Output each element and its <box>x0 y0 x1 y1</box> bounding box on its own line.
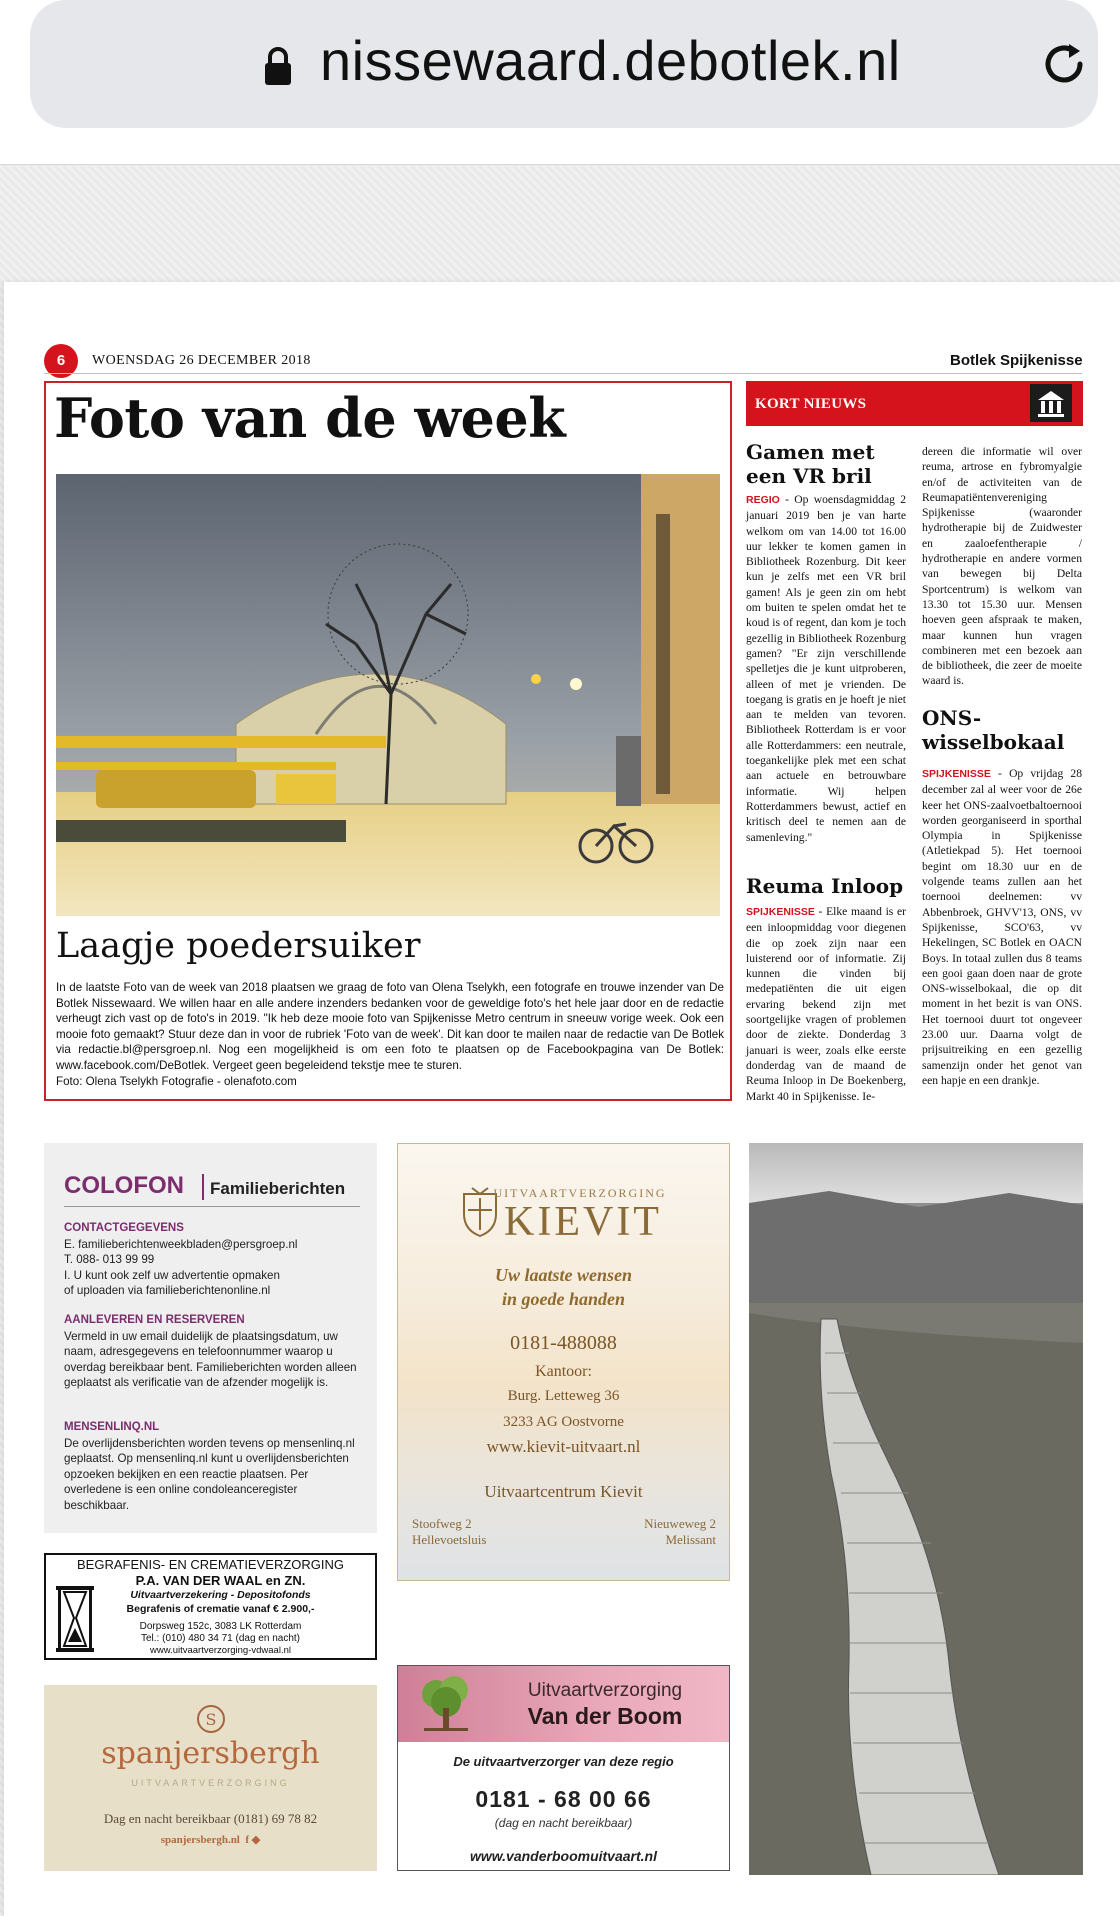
vanderboom-name: Van der Boom <box>527 1703 683 1729</box>
kievit-address2: 3233 AG Oostvorne <box>503 1414 624 1430</box>
colofon-subtitle: Familieberichten <box>210 1179 346 1198</box>
vdwaal-line1: BEGRAFENIS- EN CREMATIEVERZORGING <box>76 1557 344 1572</box>
article-body-ons <box>922 766 1082 1088</box>
contact-info: I. U kunt ook zelf uw advertentie opmaken <box>64 1268 280 1282</box>
article-title-reuma: Reuma Inloop <box>746 874 904 898</box>
kievit-phone: 0181-488088 <box>510 1332 617 1354</box>
kievit-loc-right <box>596 1516 716 1548</box>
contact-phone: T. 088- 013 99 99 <box>64 1253 155 1267</box>
colofon-divider <box>202 1174 204 1200</box>
mensenlinq-body: De overlijdensberichten worden tevens op mensenlinq.nl geplaatst. Op mensenlinq.nl kunt u overlijdensberichten opzoeken bekijken en een reactie plaatsen. Per overledene is een online condoleanceregister beschikbaar. <box>64 1437 355 1512</box>
aanleveren-heading: AANLEVEREN EN RESERVEREN <box>64 1314 245 1326</box>
article-text: - Op vrijdag 28 december zal al weer voor de 26e keer het ONS-zaalvoetbaltoernooi worden georganiseerd in sporthal Olympia in Spijkenisse (Atletiekpad 5). Het toernooi begint om 18.30 uur en de volgende teams zullen aan het toernooi deelnemen: vv Abbenbroek, GHVV'13, ONS, vv Spijkenisse, SCO'63, vv Hekelingen, SC Botlek en OACN Boys. In totaal zullen dus 8 teams een gooi gaan doen naar de grote ONS-wisselbokaal, die op dit moment in het bezit is van ONS. Het toernooi duurt tot ongeveer 23.00 uur. Daarna volgt de prijsuitreiking en een gezellig samenzijn onder het genot van een hapje en een drankje. <box>922 767 1082 1087</box>
spanjersbergh-web-row <box>44 1833 377 1846</box>
kievit-kantoor: Kantoor: <box>535 1363 592 1380</box>
article-title-vr: Gamen met een VR bril <box>746 440 875 488</box>
s-logo-icon <box>196 1704 226 1734</box>
article-text: - Op woensdagmiddag 2 januari 2019 ben je van harte welkom om van 14.00 tot 16.00 uur lekker te komen gamen in Bibliotheek Rozenburg. Dit keer kun je zelfs met een VR bril gamen! Als je geen zin om hebt om buiten te spelen omdat het te koud is of regent, dan kom je toch gezellig in Bibliotheek Rozenburg gamen? "Er zijn verschillende spelletjes die je kunt uitproberen, alleen of met je vrienden. De toegang is gratis en je hoeft je niet aan te melden van tevoren. Bibliotheek Rotterdam is er voor alle Rotterdammers: een neutrale, toegankelijke plek met een schat aan actuele en betrouwbare informatie. Wij helpen Rotterdammers bewust, actief en kritisch deel te nemen aan de samenleving." <box>746 493 906 844</box>
kort-nieuws-label: KORT NIEUWS <box>755 396 867 412</box>
page-section: Botlek Spijkenisse <box>950 352 1083 369</box>
spanjersbergh-phone: Dag en nacht bereikbaar (0181) 69 78 82 <box>103 1811 318 1826</box>
vdwaal-line3: Uitvaartverzekering - Depositofonds <box>130 1589 311 1601</box>
kievit-loc-right-city: Melissant <box>665 1532 716 1547</box>
snow-night-photo <box>56 474 720 916</box>
aanleveren-body: Vermeld in uw email duidelijk de plaatsingsdatum, uw naam, adresgegevens en telefoonnummer waarop u overdag bereikbaar bent. Familieberichten worden alleen geplaatst als verificatie van de afzender mogelijk is. <box>64 1330 357 1390</box>
vdwaal-line4: Begrafenis of crematie vanaf € 2.900,- <box>126 1603 315 1615</box>
boardwalk-photo <box>749 1143 1083 1875</box>
building-icon <box>1030 384 1072 422</box>
facebook-icon[interactable]: f <box>245 1834 250 1846</box>
kievit-loc-right-street: Nieuweweg 2 <box>644 1516 716 1531</box>
contact-details <box>64 1237 364 1299</box>
kievit-centrum: Uitvaartcentrum Kievit <box>484 1482 643 1501</box>
article-text: - Elke maand is er een inloopmiddag voor diegenen die op zoek zijn naar een luisterend oor of informatie. Zij kunnen die vinden bij medepatiënten die uit eigen ervaring bekend zijn met soortgelijke vragen of problemen door de ziekte. Donderdag 3 januari is weer, zoals elke eerste donderdag van de maand de Reuma Inloop in De Boekenberg, Markt 40 in Spijkenisse. Ie- <box>746 905 906 1103</box>
vanderboom-web[interactable]: www.vanderboomuitvaart.nl <box>470 1848 657 1864</box>
vdwaal-name: P.A. VAN DER WAAL en ZN. <box>135 1573 306 1588</box>
vanderboom-line1: Uitvaartverzorging <box>527 1680 683 1701</box>
article-tag: SPIJKENISSE <box>746 906 815 918</box>
colofon-title: COLOFON <box>64 1172 184 1199</box>
browser-toolbar <box>0 0 1120 165</box>
page-date: WOENSDAG 26 DECEMBER 2018 <box>92 353 311 368</box>
article-body-vr <box>746 492 906 845</box>
twitter-icon[interactable]: ◆ <box>251 1834 261 1846</box>
header-rule <box>44 373 1082 374</box>
vanderboom-phone-note: (dag en nacht bereikbaar) <box>494 1816 633 1830</box>
kievit-address1: Burg. Letteweg 36 <box>507 1388 620 1404</box>
contact-upload: of uploaden via familieberichtenonline.nl <box>64 1284 271 1298</box>
article-tag: REGIO <box>746 494 780 506</box>
article-title-ons: ONS-wisselbokaal <box>922 706 1065 754</box>
foto-van-de-week-title: Foto van de week <box>54 386 566 450</box>
tree-icon <box>414 1672 478 1736</box>
article-body-reuma <box>746 904 906 1104</box>
photo-headline: Laagje poedersuiker <box>56 926 421 966</box>
page-number: 6 <box>44 344 78 378</box>
url-text[interactable]: nissewaard.debotlek.nl <box>320 29 901 92</box>
caption-text: In de laatste Foto van de week van 2018 plaatsen we graag de foto van Olena Tselykh, een fotografe en trouwe inzender van De Botlek Nissewaard. We willen haar en alle andere inzenders bedanken voor de geweldige foto's het hele jaar door en de redactie verheugt zich vast op de foto's in 2019. "Ik heb deze mooie foto van Spijkenisse Metro centrum in sneeuw vorige week. Ook een mooie foto gemaakt? Stuur deze dan in voor de rubriek 'Foto van de week'. Dit kan door te mailen naar de redactie van De Botlek via redactie.bl@persgroep.nl. Nog een mogelijkheid is om een foto te plaatsen op de Facebookpagina van De Botlek: www.facebook.com/DeBotlek. Vergeet geen begeleidend tekstje mee te sturen. <box>56 981 724 1072</box>
kievit-loc-left <box>412 1516 532 1548</box>
kievit-slogan1: Uw laatste wensen <box>494 1265 632 1285</box>
contact-heading: CONTACTGEGEVENS <box>64 1222 184 1234</box>
colofon-rule <box>64 1206 360 1207</box>
kievit-tagline: UITVAARTVERZORGING <box>493 1186 667 1200</box>
kievit-slogan2: in goede handen <box>501 1289 625 1309</box>
article-body-reuma-continued: dereen die informatie wil over reuma, artrose en fybromyalgie en/of de activiteiten van de Reumapatiëntenvereniging Spijkenisse (waaronder hydrotherapie bij de Zuidwester en zaaloefentherapie / hydrotherapie en andere vormen van bewegen bij Delta Sportcentrum) is welkom van 13.30 tot 15.30 uur. Mensen hoeven geen afspraak te maken, maar kunnen hun vragen combineren met een bezoek aan de bibliotheek, die zeer de moeite waard is. <box>922 445 1082 688</box>
article-tag: SPIJKENISSE <box>922 768 991 780</box>
vdwaal-web[interactable]: www.uitvaartverzorging-vdwaal.nl <box>150 1645 291 1656</box>
address-bar[interactable] <box>30 0 1098 128</box>
spanjersbergh-web[interactable]: spanjersbergh.nl <box>160 1834 240 1846</box>
photo-credit: Foto: Olena Tselykh Fotografie - olenafoto.com <box>56 1074 297 1088</box>
kievit-loc-left-city: Hellevoetsluis <box>412 1532 487 1547</box>
mensenlinq-heading: MENSENLINQ.NL <box>64 1421 160 1433</box>
kievit-loc-left-street: Stoofweg 2 <box>412 1516 472 1531</box>
vanderboom-phone: 0181 - 68 00 66 <box>475 1786 652 1812</box>
spanjersbergh-tagline: UITVAARTVERZORGING <box>131 1778 290 1788</box>
reload-icon[interactable] <box>1038 38 1090 90</box>
vdwaal-address: Dorpsweg 152c, 3083 LK Rotterdam <box>139 1621 302 1632</box>
contact-email: E. familieberichtenweekbladen@persgroep.nl <box>64 1238 298 1251</box>
vdwaal-phone: Tel.: (010) 480 34 71 (dag en nacht) <box>141 1633 300 1644</box>
lock-icon <box>263 46 293 86</box>
kievit-name: KIEVIT <box>504 1199 662 1245</box>
vanderboom-slogan: De uitvaartverzorger van deze regio <box>453 1754 674 1769</box>
kievit-web[interactable]: www.kievit-uitvaart.nl <box>486 1437 641 1456</box>
svg-text:S: S <box>205 1710 217 1729</box>
photo-caption <box>56 980 724 1089</box>
spanjersbergh-name: spanjersbergh <box>101 1736 320 1771</box>
